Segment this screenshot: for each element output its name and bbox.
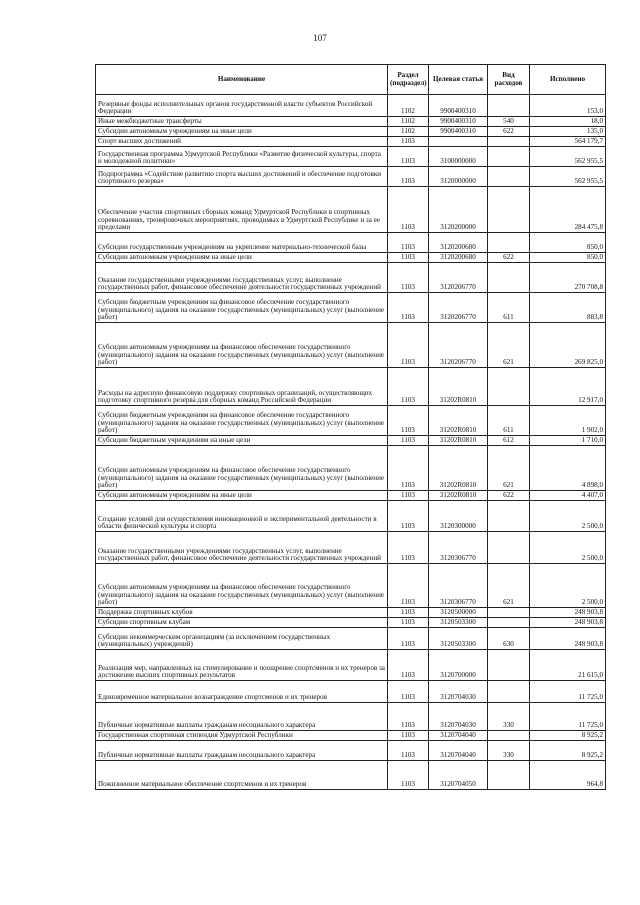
- cell-section: 1103: [388, 323, 429, 368]
- page-number: 107: [313, 33, 327, 43]
- cell-amount: 2 500,0: [530, 564, 606, 608]
- cell-amount: 964,8: [530, 761, 606, 790]
- cell-kind: 622: [488, 127, 530, 137]
- cell-kind: [488, 137, 530, 147]
- cell-amount: 1 902,0: [530, 406, 606, 436]
- cell-kind: [488, 95, 530, 117]
- cell-name: Субсидии автономным учреждениям на финансовое обеспечение государственного (муниципального) задания на оказание государственных (муниципальных) услуг (выполнение работ): [96, 564, 388, 608]
- cell-target: 3120704040: [429, 731, 488, 741]
- table-row: [96, 368, 606, 406]
- cell-name: Пожизненное материальное обеспечение спортсменов и их тренеров: [96, 761, 388, 790]
- cell-kind: [488, 501, 530, 532]
- cell-target: 9900400310: [429, 127, 488, 137]
- cell-kind: [488, 167, 530, 187]
- table-row: [96, 167, 606, 187]
- table-row: [96, 233, 606, 253]
- cell-target: 3120700000: [429, 650, 488, 681]
- table-row: [96, 187, 606, 233]
- table-row: [96, 127, 606, 137]
- cell-amount: 850,0: [530, 253, 606, 263]
- cell-target: 3120503300: [429, 618, 488, 628]
- cell-section: 1103: [388, 253, 429, 263]
- cell-kind: 622: [488, 253, 530, 263]
- cell-name: Спорт высших достижений: [96, 137, 388, 147]
- cell-section: 1102: [388, 117, 429, 127]
- cell-kind: 540: [488, 117, 530, 127]
- cell-amount: 248 903,8: [530, 618, 606, 628]
- cell-section: 1103: [388, 628, 429, 650]
- table-row: [96, 703, 606, 731]
- cell-name: Резервные фонды исполнительных органов государственной власти субъектов Российской Федерации: [96, 95, 388, 117]
- cell-name: Субсидии бюджетным учреждениям на финансовое обеспечение государственного (муниципального) задания на оказание государственных (муниципальных) услуг (выполнение работ): [96, 293, 388, 323]
- cell-section: 1103: [388, 608, 429, 618]
- cell-name: Оказание государственными учреждениями государственных услуг, выполнение государственных работ, финансовое обеспечение деятельности государственных учреждений: [96, 532, 388, 564]
- cell-kind: [488, 761, 530, 790]
- cell-name: Публичные нормативные выплаты гражданам несоциального характера: [96, 703, 388, 731]
- cell-section: 1102: [388, 95, 429, 117]
- cell-kind: [488, 147, 530, 167]
- cell-amount: 883,8: [530, 293, 606, 323]
- table-row: [96, 681, 606, 703]
- cell-kind: 611: [488, 293, 530, 323]
- cell-amount: 248 903,8: [530, 608, 606, 618]
- cell-section: 1103: [388, 446, 429, 491]
- cell-target: 3100000000: [429, 147, 488, 167]
- table-row: [96, 501, 606, 532]
- cell-target: 3120200680: [429, 233, 488, 253]
- cell-target: 9900400310: [429, 95, 488, 117]
- cell-target: 3120200000: [429, 187, 488, 233]
- cell-amount: 4 407,0: [530, 491, 606, 501]
- table-row: [96, 532, 606, 564]
- cell-amount: 153,0: [530, 95, 606, 117]
- cell-kind: 621: [488, 446, 530, 491]
- cell-amount: 270 708,8: [530, 263, 606, 293]
- header-name: Наименование: [96, 65, 388, 95]
- header-kind: Вид расходов: [488, 65, 530, 95]
- header-target: Целевая статья: [429, 65, 488, 95]
- cell-target: 31202R0810: [429, 368, 488, 406]
- cell-kind: 621: [488, 323, 530, 368]
- cell-name: Субсидии автономным учреждениям на иные цели: [96, 127, 388, 137]
- cell-section: 1103: [388, 406, 429, 436]
- cell-amount: 2 500,0: [530, 532, 606, 564]
- cell-name: Расходы на адресную финансовую поддержку спортивных организаций, осуществляющих подготовку спортивного резерва для сборных команд Российской Федерации: [96, 368, 388, 406]
- budget-table: [95, 64, 606, 790]
- table-row: [96, 137, 606, 147]
- cell-amount: 12 917,0: [530, 368, 606, 406]
- cell-name: Государственная программа Удмуртской Республики «Развитие физической культуры, спорта и молодежной политики»: [96, 147, 388, 167]
- table-row: [96, 406, 606, 436]
- cell-section: 1103: [388, 650, 429, 681]
- cell-kind: [488, 233, 530, 253]
- cell-target: 31202R0810: [429, 406, 488, 436]
- cell-target: [429, 137, 488, 147]
- cell-name: Оказание государственными учреждениями государственных услуг, выполнение государственных работ, финансовое обеспечение деятельности государственных учреждений: [96, 263, 388, 293]
- cell-name: Субсидии спортивным клубам: [96, 618, 388, 628]
- cell-section: 1103: [388, 436, 429, 446]
- cell-name: Реализация мер, направленных на стимулирование и поощрение спортсменов и их тренеров за достижение высших спортивных результатов: [96, 650, 388, 681]
- table-row: [96, 263, 606, 293]
- cell-target: 3120306770: [429, 564, 488, 608]
- cell-name: Обеспечение участия спортивных сборных команд Удмуртской Республики в спортивных соревнованиях, тренировочных мероприятиях, проводимых в Удмуртской Республике и за ее пределами: [96, 187, 388, 233]
- table-row: [96, 117, 606, 127]
- cell-target: 3120206770: [429, 263, 488, 293]
- table-row: [96, 650, 606, 681]
- cell-section: 1103: [388, 741, 429, 761]
- cell-section: 1103: [388, 137, 429, 147]
- cell-name: Субсидии бюджетным учреждениям на финансовое обеспечение государственного (муниципального) задания на оказание государственных (муниципальных) услуг (выполнение работ): [96, 406, 388, 436]
- cell-kind: [488, 731, 530, 741]
- cell-name: Субсидии автономным учреждениям на финансовое обеспечение государственного (муниципального) задания на оказание государственных (муниципальных) услуг (выполнение работ): [96, 323, 388, 368]
- table-header-row: [96, 65, 606, 95]
- cell-target: 31202R0810: [429, 491, 488, 501]
- cell-kind: 621: [488, 564, 530, 608]
- header-amount: Исполнено: [530, 65, 606, 95]
- table-row: [96, 618, 606, 628]
- cell-target: 3120000000: [429, 167, 488, 187]
- cell-kind: 330: [488, 741, 530, 761]
- cell-section: 1103: [388, 618, 429, 628]
- cell-name: Субсидии автономным учреждениям на иные цели: [96, 253, 388, 263]
- cell-amount: 21 615,0: [530, 650, 606, 681]
- table-row: [96, 323, 606, 368]
- cell-amount: 4 898,0: [530, 446, 606, 491]
- table-row: [96, 564, 606, 608]
- cell-target: 3120206770: [429, 293, 488, 323]
- cell-amount: 11 725,0: [530, 703, 606, 731]
- cell-amount: 11 725,0: [530, 681, 606, 703]
- cell-name: Публичные нормативные выплаты гражданам несоциального характера: [96, 741, 388, 761]
- cell-kind: [488, 618, 530, 628]
- cell-target: 9900400310: [429, 117, 488, 127]
- cell-kind: [488, 608, 530, 618]
- cell-amount: 562 955,5: [530, 167, 606, 187]
- cell-name: Подпрограмма «Содействие развитию спорта высших достижений и обеспечение подготовки спортивного резерва»: [96, 167, 388, 187]
- cell-section: 1102: [388, 127, 429, 137]
- cell-amount: 2 500,0: [530, 501, 606, 532]
- cell-section: 1103: [388, 147, 429, 167]
- cell-kind: 612: [488, 436, 530, 446]
- cell-amount: 18,0: [530, 117, 606, 127]
- cell-amount: 564 179,7: [530, 137, 606, 147]
- cell-name: Поддержка спортивных клубов: [96, 608, 388, 618]
- cell-section: 1103: [388, 263, 429, 293]
- table-row: [96, 491, 606, 501]
- table-row: [96, 741, 606, 761]
- cell-target: 3120200680: [429, 253, 488, 263]
- cell-kind: [488, 368, 530, 406]
- cell-target: 3120503300: [429, 628, 488, 650]
- cell-kind: 611: [488, 406, 530, 436]
- cell-name: Субсидии государственным учреждениям на укрепление материально-технической базы: [96, 233, 388, 253]
- cell-kind: [488, 532, 530, 564]
- cell-target: 31202R0810: [429, 446, 488, 491]
- table-row: [96, 628, 606, 650]
- cell-name: Иные межбюджетные трансферты: [96, 117, 388, 127]
- cell-amount: 269 825,0: [530, 323, 606, 368]
- cell-section: 1103: [388, 703, 429, 731]
- cell-target: 3120704030: [429, 681, 488, 703]
- cell-section: 1103: [388, 731, 429, 741]
- header-section: Раздел (подраздел): [388, 65, 429, 95]
- cell-section: 1103: [388, 491, 429, 501]
- cell-amount: 8 925,2: [530, 731, 606, 741]
- cell-section: 1103: [388, 187, 429, 233]
- cell-name: Субсидии бюджетным учреждениям на иные цели: [96, 436, 388, 446]
- cell-section: 1103: [388, 167, 429, 187]
- cell-target: 3120704040: [429, 741, 488, 761]
- cell-target: 31202R0810: [429, 436, 488, 446]
- table-row: [96, 608, 606, 618]
- cell-section: 1103: [388, 233, 429, 253]
- cell-amount: 562 955,5: [530, 147, 606, 167]
- cell-target: 3120704050: [429, 761, 488, 790]
- cell-section: 1103: [388, 501, 429, 532]
- table-row: [96, 446, 606, 491]
- cell-section: 1103: [388, 761, 429, 790]
- table-row: [96, 253, 606, 263]
- cell-kind: 622: [488, 491, 530, 501]
- cell-name: Субсидии автономным учреждениям на иные цели: [96, 491, 388, 501]
- cell-kind: [488, 681, 530, 703]
- cell-name: Субсидии некоммерческим организациям (за исключением государственных (муниципальных) учреждений): [96, 628, 388, 650]
- cell-amount: 1 710,0: [530, 436, 606, 446]
- table-row: [96, 731, 606, 741]
- cell-kind: 330: [488, 703, 530, 731]
- cell-name: Создание условий для осуществления инновационной и экспериментальной деятельности в области физической культуры и спорта: [96, 501, 388, 532]
- cell-section: 1103: [388, 368, 429, 406]
- cell-target: 3120306770: [429, 532, 488, 564]
- table-row: [96, 436, 606, 446]
- cell-section: 1103: [388, 564, 429, 608]
- cell-amount: 135,0: [530, 127, 606, 137]
- cell-kind: [488, 187, 530, 233]
- table-row: [96, 147, 606, 167]
- cell-kind: 630: [488, 628, 530, 650]
- cell-kind: [488, 263, 530, 293]
- table-row: [96, 95, 606, 117]
- cell-target: 3120704030: [429, 703, 488, 731]
- cell-target: 3120300000: [429, 501, 488, 532]
- cell-amount: 8 925,2: [530, 741, 606, 761]
- cell-target: 3120206770: [429, 323, 488, 368]
- cell-amount: 284 475,8: [530, 187, 606, 233]
- table-row: [96, 761, 606, 790]
- cell-section: 1103: [388, 532, 429, 564]
- cell-section: 1103: [388, 293, 429, 323]
- cell-name: Единовременное материальное вознаграждение спортсменов и их тренеров: [96, 681, 388, 703]
- cell-name: Субсидии автономным учреждениям на финансовое обеспечение государственного (муниципального) задания на оказание государственных (муниципальных) услуг (выполнение работ): [96, 446, 388, 491]
- cell-kind: [488, 650, 530, 681]
- cell-target: 3120500000: [429, 608, 488, 618]
- table-row: [96, 293, 606, 323]
- cell-section: 1103: [388, 681, 429, 703]
- cell-name: Государственная спортивная стипендия Удмуртской Республики: [96, 731, 388, 741]
- cell-amount: 248 903,8: [530, 628, 606, 650]
- cell-amount: 850,0: [530, 233, 606, 253]
